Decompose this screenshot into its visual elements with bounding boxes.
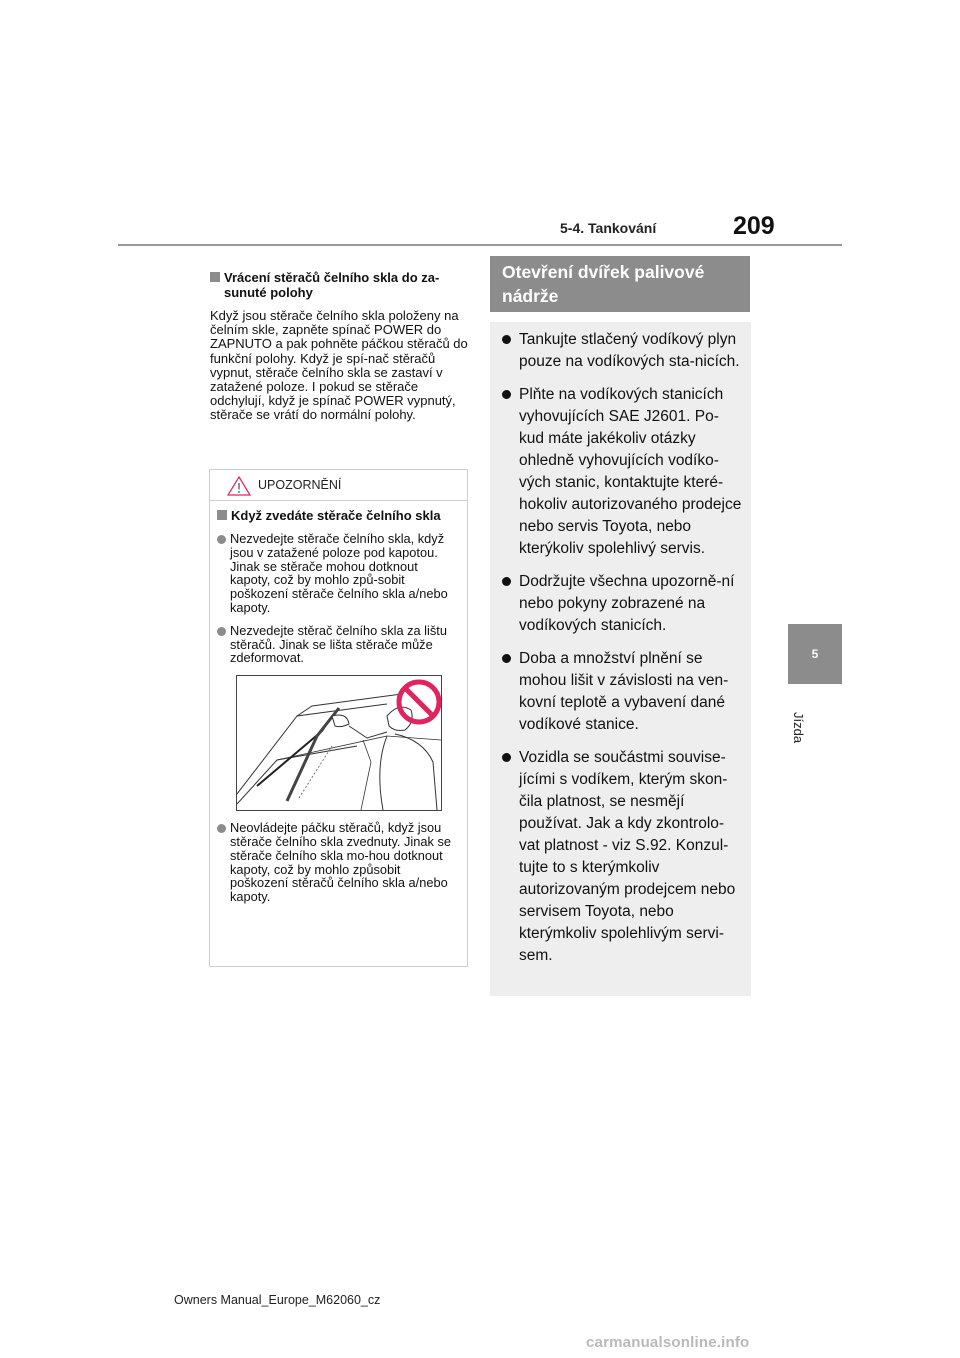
- watermark[interactable]: carmanualsonline.info: [586, 1334, 750, 1351]
- warning-bullet: Nezvedejte stěrače čelního skla, když jsou v zatažené poloze pod kapotou. Jinak se stěrače mohou dotknout kapoty, což by mohlo způ-sobit poškození stěrače čelního skla a/nebo kapoty.: [217, 532, 457, 615]
- round-bullet-icon: [217, 627, 226, 636]
- chapter-tab[interactable]: [788, 624, 842, 684]
- round-bullet-icon: [502, 753, 511, 762]
- list-item: Doba a množství plnění se mohou lišit v závislosti na ven-kovní teplotě a vybavení dané vodíkové stanice.: [502, 648, 742, 736]
- chapter-title: Jízda: [791, 712, 806, 744]
- warning-subheading: Když zvedáte stěrače čelního skla: [217, 508, 457, 523]
- wiper-illustration: [236, 675, 442, 811]
- warning-bullet: Neovládejte páčku stěračů, když jsou stěrače čelního skla zvednuty. Jinak se stěrače čelního skla mo-hou dotknout kapoty, což by mohlo způsobit poškození stěračů čelního skla a/nebo kapoty.: [217, 821, 457, 904]
- warning-title: UPOZORNĚNÍ: [258, 478, 342, 492]
- fuel-info-box: [490, 322, 751, 996]
- square-bullet-icon: [217, 510, 227, 520]
- fuel-info-list: [502, 329, 742, 978]
- left-column: [210, 270, 468, 423]
- round-bullet-icon: [502, 654, 511, 663]
- wiper-paragraph: Když jsou stěrače čelního skla položeny na čelním skle, zapněte spínač POWER do ZAPNUTO a pak pohněte páčkou stěračů do funkční polohy. Když je spí-nač stěračů vypnut, stěrače čelního skla se zastaví v zatažené poloze. I pokud se stěrače odchylují, když je spínač POWER vypnutý, stěrače se vrátí do normální polohy.: [210, 308, 468, 423]
- wiper-lifting-drawing: [237, 676, 441, 810]
- square-bullet-icon: [210, 272, 220, 282]
- header-rule: [118, 244, 842, 246]
- round-bullet-icon: [502, 390, 511, 399]
- section-title: 5-4. Tankování: [560, 220, 657, 236]
- warning-triangle-icon: [227, 476, 251, 496]
- warning-bullet: Nezvedejte stěrač čelního skla za lištu stěračů. Jinak se lišta stěrače může zdeformovat.: [217, 624, 457, 665]
- list-item: Plňte na vodíkových stanicích vyhovujících SAE J2601. Po-kud máte jakékoliv otázky ohledně vyhovujících vodíko-vých stanic, kontaktujte které-hokoliv autorizovaného prodejce nebo servis Toyota, nebo kterýkoliv spolehlivý servis.: [502, 384, 742, 560]
- warning-body: [210, 501, 467, 904]
- list-item: Vozidla se součástmi souvise-jícími s vodíkem, kterým skon-čila platnost, se nesmějí používat. Jak a kdy zkontrolo-vat platnost - viz S.92. Konzul-tujte to s kterýmkoliv autorizovaným prodejcem nebo servisem Toyota, nebo kterýmkoliv spolehlivým servi-sem.: [502, 747, 742, 967]
- page-number: 209: [733, 212, 775, 240]
- round-bullet-icon: [502, 577, 511, 586]
- list-item: Tankujte stlačený vodíkový plyn pouze na vodíkových sta-nicích.: [502, 329, 742, 373]
- fuel-door-heading: Otevření dvířek palivové nádrže: [490, 256, 750, 312]
- prohibited-icon: [399, 682, 439, 722]
- round-bullet-icon: [502, 335, 511, 344]
- manual-footer: Owners Manual_Europe_M62060_cz: [174, 1293, 381, 1307]
- list-item: Dodržujte všechna upozorně-ní nebo pokyny zobrazené na vodíkových stanicích.: [502, 571, 742, 637]
- round-bullet-icon: [217, 535, 226, 544]
- round-bullet-icon: [217, 824, 226, 833]
- warning-box: [209, 469, 468, 967]
- warning-header: [210, 470, 467, 501]
- wiper-subheading: Vrácení stěračů čelního skla do za-sunuté polohy: [210, 270, 468, 300]
- chapter-number: 5: [811, 647, 819, 661]
